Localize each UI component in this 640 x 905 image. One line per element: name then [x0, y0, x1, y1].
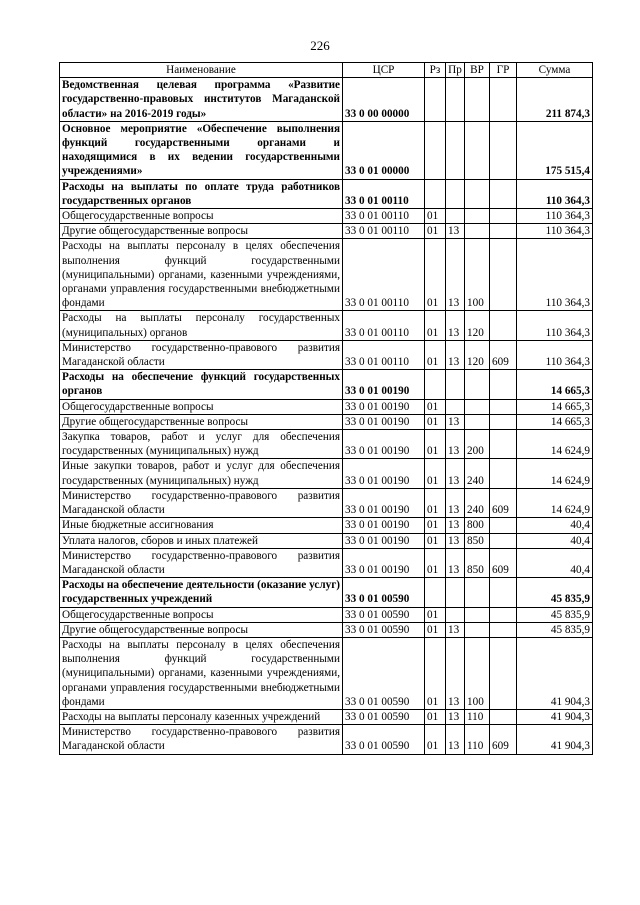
gr-cell — [490, 311, 517, 340]
csr-cell: 33 0 01 00110 — [343, 179, 425, 208]
table-row — [60, 709, 593, 724]
pr-cell: 13 — [446, 459, 465, 488]
table-row — [60, 311, 593, 340]
vr-cell: 120 — [465, 311, 490, 340]
pr-cell: 13 — [446, 622, 465, 637]
csr-cell: 33 0 00 00000 — [343, 78, 425, 122]
table-row — [60, 399, 593, 414]
csr-cell: 33 0 01 00110 — [343, 224, 425, 239]
sum-cell: 14 624,9 — [517, 459, 593, 488]
csr-cell: 33 0 01 00590 — [343, 607, 425, 622]
rz-cell: 01 — [425, 725, 446, 754]
vr-cell — [465, 370, 490, 399]
pr-cell: 13 — [446, 533, 465, 548]
rz-cell: 01 — [425, 709, 446, 724]
gr-cell — [490, 622, 517, 637]
table-row — [60, 430, 593, 459]
sum-cell: 14 624,9 — [517, 430, 593, 459]
csr-cell: 33 0 01 00190 — [343, 518, 425, 533]
pr-cell: 13 — [446, 239, 465, 311]
rz-cell: 01 — [425, 239, 446, 311]
vr-cell: 240 — [465, 488, 490, 517]
name-cell: Министерство государственно-правового развития Магаданской области — [60, 340, 343, 369]
pr-cell: 13 — [446, 430, 465, 459]
vr-cell — [465, 209, 490, 224]
rz-cell: 01 — [425, 488, 446, 517]
table-row — [60, 488, 593, 517]
sum-cell: 14 665,3 — [517, 399, 593, 414]
pr-cell: 13 — [446, 709, 465, 724]
name-cell: Общегосударственные вопросы — [60, 607, 343, 622]
pr-cell — [446, 121, 465, 179]
rz-cell — [425, 179, 446, 208]
gr-cell: 609 — [490, 548, 517, 577]
gr-cell — [490, 533, 517, 548]
gr-cell — [490, 239, 517, 311]
name-cell: Общегосударственные вопросы — [60, 399, 343, 414]
rz-cell: 01 — [425, 340, 446, 369]
table-row — [60, 239, 593, 311]
rz-cell — [425, 578, 446, 607]
sum-cell: 45 835,9 — [517, 607, 593, 622]
name-cell: Другие общегосударственные вопросы — [60, 224, 343, 239]
pr-cell — [446, 607, 465, 622]
gr-cell — [490, 209, 517, 224]
sum-cell: 14 665,3 — [517, 414, 593, 429]
name-cell: Другие общегосударственные вопросы — [60, 622, 343, 637]
rz-cell: 01 — [425, 533, 446, 548]
pr-cell: 13 — [446, 340, 465, 369]
sum-cell: 40,4 — [517, 548, 593, 577]
vr-cell: 110 — [465, 709, 490, 724]
table-row — [60, 121, 593, 179]
csr-cell: 33 0 01 00110 — [343, 340, 425, 369]
name-cell: Общегосударственные вопросы — [60, 209, 343, 224]
name-cell: Ведомственная целевая программа «Развитие государственно-правовых институтов Магаданской области» на 2016-2019 годы» — [60, 78, 343, 122]
vr-cell — [465, 224, 490, 239]
gr-cell — [490, 607, 517, 622]
sum-cell: 110 364,3 — [517, 209, 593, 224]
table-row — [60, 637, 593, 709]
csr-cell: 33 0 01 00590 — [343, 622, 425, 637]
sum-cell: 110 364,3 — [517, 179, 593, 208]
name-cell: Иные бюджетные ассигнования — [60, 518, 343, 533]
sum-cell: 41 904,3 — [517, 637, 593, 709]
table-row — [60, 548, 593, 577]
rz-cell: 01 — [425, 607, 446, 622]
name-cell: Расходы на обеспечение функций государственных органов — [60, 370, 343, 399]
table-row — [60, 459, 593, 488]
name-cell: Расходы на выплаты персоналу в целях обеспечения выполнения функций государственными (муниципальными) органами, казенными учреждениями, органами управления государственными внебюджетными фондами — [60, 239, 343, 311]
table-row — [60, 209, 593, 224]
gr-cell — [490, 78, 517, 122]
sum-cell: 45 835,9 — [517, 622, 593, 637]
csr-cell: 33 0 01 00190 — [343, 430, 425, 459]
table-body — [60, 78, 593, 754]
vr-cell — [465, 578, 490, 607]
gr-cell — [490, 578, 517, 607]
sum-cell: 45 835,9 — [517, 578, 593, 607]
gr-cell — [490, 709, 517, 724]
csr-cell: 33 0 01 00590 — [343, 725, 425, 754]
csr-cell: 33 0 01 00190 — [343, 488, 425, 517]
csr-cell: 33 0 01 00590 — [343, 709, 425, 724]
sum-cell: 14 665,3 — [517, 370, 593, 399]
vr-cell: 110 — [465, 725, 490, 754]
name-cell: Основное мероприятие «Обеспечение выполнения функций государственными органами и находящимися в их ведении государственными учреждениями» — [60, 121, 343, 179]
header-csr: ЦСР — [343, 63, 425, 78]
vr-cell — [465, 399, 490, 414]
vr-cell — [465, 607, 490, 622]
header-name: Наименование — [60, 63, 343, 78]
vr-cell: 850 — [465, 533, 490, 548]
header-vr: ВР — [465, 63, 490, 78]
csr-cell: 33 0 01 00110 — [343, 311, 425, 340]
header-rz: Рз — [425, 63, 446, 78]
sum-cell: 110 364,3 — [517, 311, 593, 340]
rz-cell: 01 — [425, 430, 446, 459]
sum-cell: 40,4 — [517, 533, 593, 548]
rz-cell: 01 — [425, 311, 446, 340]
gr-cell — [490, 370, 517, 399]
header-sum: Сумма — [517, 63, 593, 78]
vr-cell — [465, 78, 490, 122]
gr-cell: 609 — [490, 340, 517, 369]
rz-cell — [425, 78, 446, 122]
pr-cell — [446, 78, 465, 122]
table-row — [60, 578, 593, 607]
rz-cell: 01 — [425, 622, 446, 637]
rz-cell: 01 — [425, 548, 446, 577]
vr-cell — [465, 622, 490, 637]
sum-cell: 110 364,3 — [517, 340, 593, 369]
rz-cell — [425, 370, 446, 399]
pr-cell — [446, 209, 465, 224]
pr-cell: 13 — [446, 224, 465, 239]
name-cell: Уплата налогов, сборов и иных платежей — [60, 533, 343, 548]
pr-cell — [446, 179, 465, 208]
table-row — [60, 179, 593, 208]
table-row — [60, 725, 593, 754]
pr-cell: 13 — [446, 725, 465, 754]
table-row — [60, 518, 593, 533]
gr-cell — [490, 414, 517, 429]
name-cell: Расходы на выплаты персоналу казенных учреждений — [60, 709, 343, 724]
sum-cell: 175 515,4 — [517, 121, 593, 179]
vr-cell: 200 — [465, 430, 490, 459]
rz-cell — [425, 121, 446, 179]
name-cell: Иные закупки товаров, работ и услуг для обеспечения государственных (муниципальных) нужд — [60, 459, 343, 488]
csr-cell: 33 0 01 00190 — [343, 414, 425, 429]
name-cell: Министерство государственно-правового развития Магаданской области — [60, 488, 343, 517]
name-cell: Расходы на выплаты персоналу в целях обеспечения выполнения функций государственными (муниципальными) органами, казенными учреждениями, органами управления государственными внебюджетными фондами — [60, 637, 343, 709]
vr-cell: 100 — [465, 239, 490, 311]
table-row — [60, 370, 593, 399]
pr-cell: 13 — [446, 414, 465, 429]
csr-cell: 33 0 01 00590 — [343, 637, 425, 709]
table-row — [60, 224, 593, 239]
gr-cell: 609 — [490, 488, 517, 517]
table-header-row — [60, 63, 593, 78]
gr-cell — [490, 518, 517, 533]
csr-cell: 33 0 01 00190 — [343, 399, 425, 414]
pr-cell: 13 — [446, 488, 465, 517]
csr-cell: 33 0 01 00110 — [343, 239, 425, 311]
sum-cell: 40,4 — [517, 518, 593, 533]
gr-cell — [490, 224, 517, 239]
csr-cell: 33 0 01 00190 — [343, 370, 425, 399]
name-cell: Министерство государственно-правового развития Магаданской области — [60, 548, 343, 577]
vr-cell: 120 — [465, 340, 490, 369]
vr-cell: 850 — [465, 548, 490, 577]
rz-cell: 01 — [425, 414, 446, 429]
header-pr: Пр — [446, 63, 465, 78]
table-row — [60, 622, 593, 637]
rz-cell: 01 — [425, 637, 446, 709]
sum-cell: 110 364,3 — [517, 224, 593, 239]
vr-cell — [465, 121, 490, 179]
sum-cell: 41 904,3 — [517, 709, 593, 724]
table-row — [60, 533, 593, 548]
pr-cell — [446, 399, 465, 414]
pr-cell: 13 — [446, 311, 465, 340]
name-cell: Расходы на обеспечение деятельности (оказание услуг) государственных учреждений — [60, 578, 343, 607]
pr-cell — [446, 578, 465, 607]
gr-cell — [490, 637, 517, 709]
table-row — [60, 607, 593, 622]
csr-cell: 33 0 01 00190 — [343, 459, 425, 488]
csr-cell: 33 0 01 00590 — [343, 578, 425, 607]
rz-cell: 01 — [425, 399, 446, 414]
rz-cell: 01 — [425, 209, 446, 224]
vr-cell: 100 — [465, 637, 490, 709]
sum-cell: 110 364,3 — [517, 239, 593, 311]
rz-cell: 01 — [425, 518, 446, 533]
gr-cell — [490, 459, 517, 488]
pr-cell: 13 — [446, 548, 465, 577]
name-cell: Закупка товаров, работ и услуг для обеспечения государственных (муниципальных) нужд — [60, 430, 343, 459]
rz-cell: 01 — [425, 224, 446, 239]
csr-cell: 33 0 01 00000 — [343, 121, 425, 179]
table-row — [60, 78, 593, 122]
csr-cell: 33 0 01 00190 — [343, 548, 425, 577]
pr-cell: 13 — [446, 637, 465, 709]
gr-cell — [490, 179, 517, 208]
gr-cell: 609 — [490, 725, 517, 754]
sum-cell: 41 904,3 — [517, 725, 593, 754]
name-cell: Министерство государственно-правового развития Магаданской области — [60, 725, 343, 754]
name-cell: Расходы на выплаты по оплате труда работников государственных органов — [60, 179, 343, 208]
vr-cell — [465, 179, 490, 208]
pr-cell — [446, 370, 465, 399]
vr-cell: 240 — [465, 459, 490, 488]
vr-cell: 800 — [465, 518, 490, 533]
table-row — [60, 414, 593, 429]
gr-cell — [490, 430, 517, 459]
rz-cell: 01 — [425, 459, 446, 488]
page-number: 226 — [310, 38, 330, 53]
header-gr: ГР — [490, 63, 517, 78]
gr-cell — [490, 399, 517, 414]
pr-cell: 13 — [446, 518, 465, 533]
sum-cell: 14 624,9 — [517, 488, 593, 517]
vr-cell — [465, 414, 490, 429]
name-cell: Расходы на выплаты персоналу государственных (муниципальных) органов — [60, 311, 343, 340]
budget-table — [59, 62, 593, 755]
gr-cell — [490, 121, 517, 179]
sum-cell: 211 874,3 — [517, 78, 593, 122]
csr-cell: 33 0 01 00110 — [343, 209, 425, 224]
name-cell: Другие общегосударственные вопросы — [60, 414, 343, 429]
csr-cell: 33 0 01 00190 — [343, 533, 425, 548]
table-row — [60, 340, 593, 369]
